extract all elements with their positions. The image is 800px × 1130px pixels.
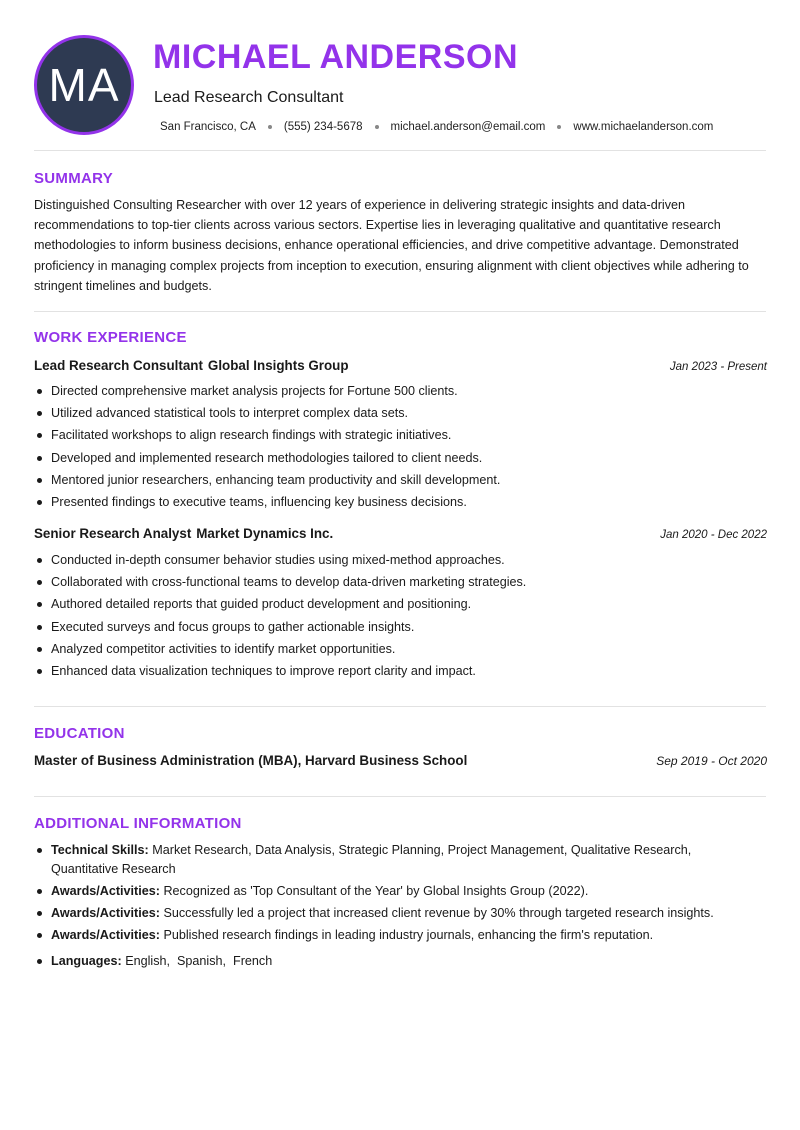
list-item: Mentored junior researchers, enhancing team productivity and skill development. <box>34 469 766 491</box>
separator-dot-icon <box>557 125 561 129</box>
item-text: Market Research, Data Analysis, Strategic Planning, Project Management, Qualitative Research, Quantitative Research <box>51 843 692 876</box>
list-item-languages <box>34 952 760 971</box>
job-company: Market Dynamics Inc. <box>196 526 334 541</box>
avatar <box>34 35 134 135</box>
section-title-experience: WORK EXPERIENCE <box>34 329 187 346</box>
summary-text: Distinguished Consulting Researcher with over 12 years of experience in delivering strategic insights and data-driven recommendations to top-tier clients across various sectors. Expertise lies in leveraging qualitative and quantitative research methodologies to inform business decisions, enhance operational efficiencies, and drive competitive advantage. Demonstrated proficiency in managing complex projects from inception to execution, ensuring alignment with client objectives while adhering to stringent timelines and budgets. <box>34 198 749 293</box>
list-item: Directed comprehensive market analysis projects for Fortune 500 clients. <box>34 380 766 402</box>
education-entry <box>34 753 767 768</box>
list-item: Analyzed competitor activities to identify market opportunities. <box>34 638 766 660</box>
divider <box>34 311 766 312</box>
item-text: Successfully led a project that increased client revenue by 30% through targeted research insights. <box>163 905 714 920</box>
section-title-education: EDUCATION <box>34 725 125 742</box>
divider <box>34 706 766 707</box>
education-degree: Master of Business Administration (MBA), Harvard Business School <box>34 753 468 768</box>
list-item: Authored detailed reports that guided product development and positioning. <box>34 593 766 615</box>
avatar-initials: MA <box>48 59 120 111</box>
job-bullets <box>34 549 766 682</box>
language: English <box>125 953 167 968</box>
list-item <box>34 841 760 878</box>
job-title <box>34 358 349 373</box>
divider <box>34 796 766 797</box>
list-item <box>34 882 760 901</box>
job-company: Global Insights Group <box>207 358 349 373</box>
job-position: Senior Research Analyst <box>34 526 192 541</box>
list-item: Developed and implemented research methodologies tailored to client needs. <box>34 447 766 469</box>
list-item: Enhanced data visualization techniques to improve report clarity and impact. <box>34 660 766 682</box>
language: , French <box>223 954 273 968</box>
separator-dot-icon <box>375 125 379 129</box>
contact-website[interactable]: www.michaelanderson.com <box>573 121 714 133</box>
divider <box>34 150 766 151</box>
separator-dot-icon <box>268 125 272 129</box>
section-title-summary: SUMMARY <box>34 170 114 187</box>
item-label: Awards/Activities: <box>51 905 160 920</box>
section-title-additional: ADDITIONAL INFORMATION <box>34 815 242 832</box>
additional-list <box>34 841 760 974</box>
job-dates: Jan 2023 - Present <box>669 361 767 373</box>
item-text: Published research findings in leading industry journals, enhancing the firm's reputation. <box>163 928 654 943</box>
education-dates: Sep 2019 - Oct 2020 <box>656 754 767 768</box>
contact-location: San Francisco, CA <box>160 121 256 133</box>
job-header <box>34 358 767 373</box>
list-item <box>34 904 760 923</box>
list-item: Executed surveys and focus groups to gather actionable insights. <box>34 616 766 638</box>
contact-bar <box>160 121 766 133</box>
item-label: Technical Skills: <box>51 843 149 857</box>
job-position: Lead Research Consultant <box>34 358 203 373</box>
list-item <box>34 926 760 945</box>
list-item: Conducted in-depth consumer behavior studies using mixed-method approaches. <box>34 549 766 571</box>
contact-email[interactable]: michael.anderson@email.com <box>390 121 546 133</box>
job-header <box>34 526 767 541</box>
candidate-name: MICHAEL ANDERSON <box>153 38 519 76</box>
item-label: Awards/Activities: <box>51 928 160 943</box>
item-label: Languages: <box>51 953 122 968</box>
contact-phone: (555) 234-5678 <box>283 121 363 133</box>
language: , Spanish <box>167 954 223 968</box>
list-item: Facilitated workshops to align research findings with strategic initiatives. <box>34 424 766 446</box>
list-item: Utilized advanced statistical tools to interpret complex data sets. <box>34 402 766 424</box>
job-dates: Jan 2020 - Dec 2022 <box>660 529 767 541</box>
item-label: Awards/Activities: <box>51 883 160 898</box>
job-bullets <box>34 380 766 513</box>
item-text: Recognized as 'Top Consultant of the Year' by Global Insights Group (2022). <box>163 883 589 898</box>
job-title <box>34 526 333 541</box>
list-item: Presented findings to executive teams, influencing key business decisions. <box>34 491 766 513</box>
list-item: Collaborated with cross-functional teams to develop data-driven marketing strategies. <box>34 571 766 593</box>
candidate-role: Lead Research Consultant <box>154 89 344 106</box>
